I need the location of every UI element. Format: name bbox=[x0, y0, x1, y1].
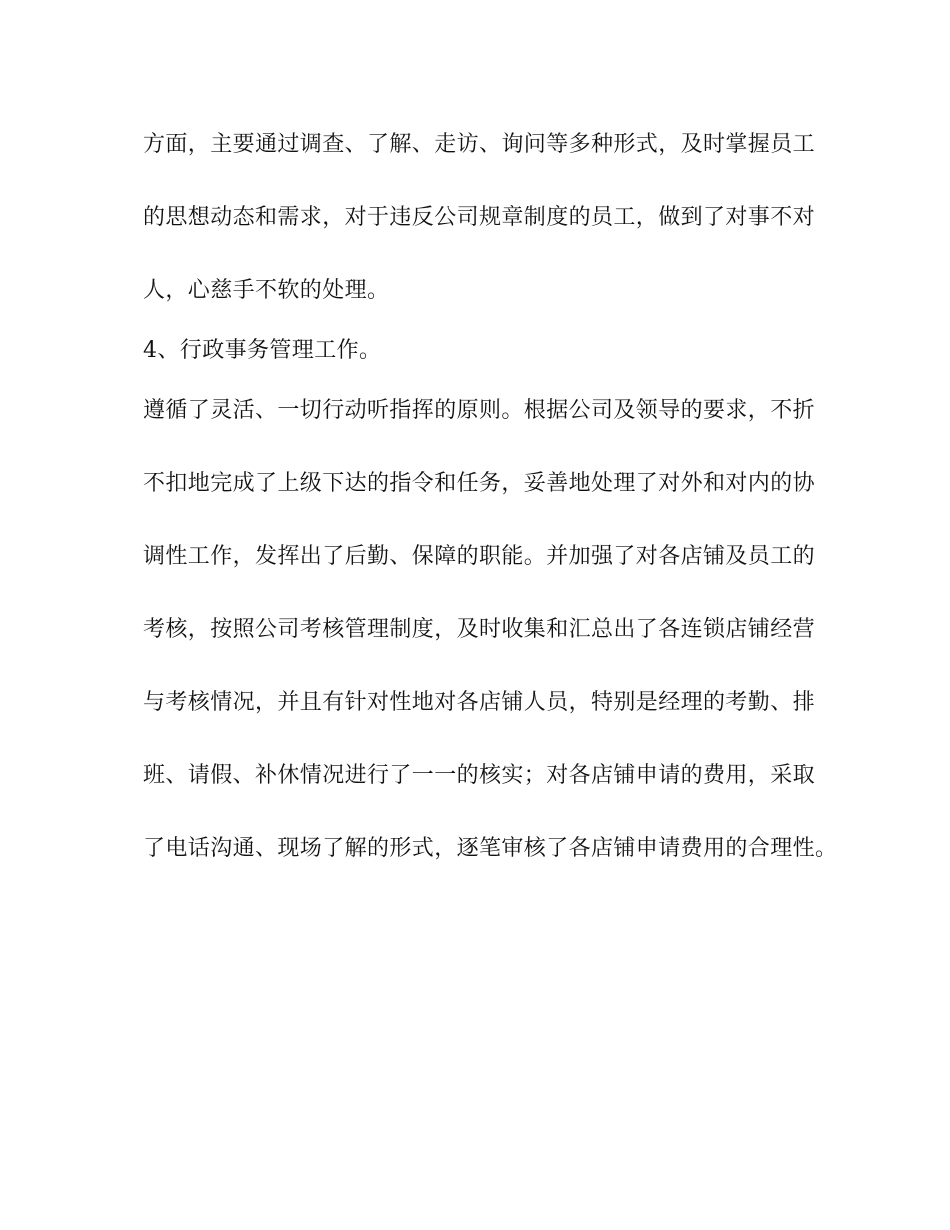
paragraph-2-line-3: 调性工作，发挥出了后勤、保障的职能。并加强了对各店铺及员工的 bbox=[143, 544, 816, 569]
paragraph-1-line-3: 人，心慈手不软的处理。 bbox=[143, 278, 390, 303]
paragraph-2-line-6: 班、请假、补休情况进行了一一的核实；对各店铺申请的费用，采取 bbox=[143, 763, 816, 788]
section-heading: 4、行政事务管理工作。 bbox=[143, 338, 382, 363]
paragraph-2-line-5: 与考核情况，并且有针对性地对各店铺人员，特别是经理的考勤、排 bbox=[143, 690, 816, 715]
paragraph-2-line-2: 不扣地完成了上级下达的指令和任务，妥善地处理了对外和对内的协 bbox=[143, 471, 816, 496]
paragraph-2-line-4: 考核，按照公司考核管理制度，及时收集和汇总出了各连锁店铺经营 bbox=[143, 617, 816, 642]
paragraph-1-line-1: 方面，主要通过调查、了解、走访、询问等多种形式，及时掌握员工 bbox=[143, 132, 816, 157]
paragraph-2-line-1: 遵循了灵活、一切行动听指挥的原则。根据公司及领导的要求，不折 bbox=[143, 398, 816, 423]
paragraph-2-line-7: 了电话沟通、现场了解的形式，逐笔审核了各店铺申请费用的合理性。 bbox=[143, 836, 838, 861]
paragraph-1-line-2: 的思想动态和需求，对于违反公司规章制度的员工，做到了对事不对 bbox=[143, 205, 816, 230]
